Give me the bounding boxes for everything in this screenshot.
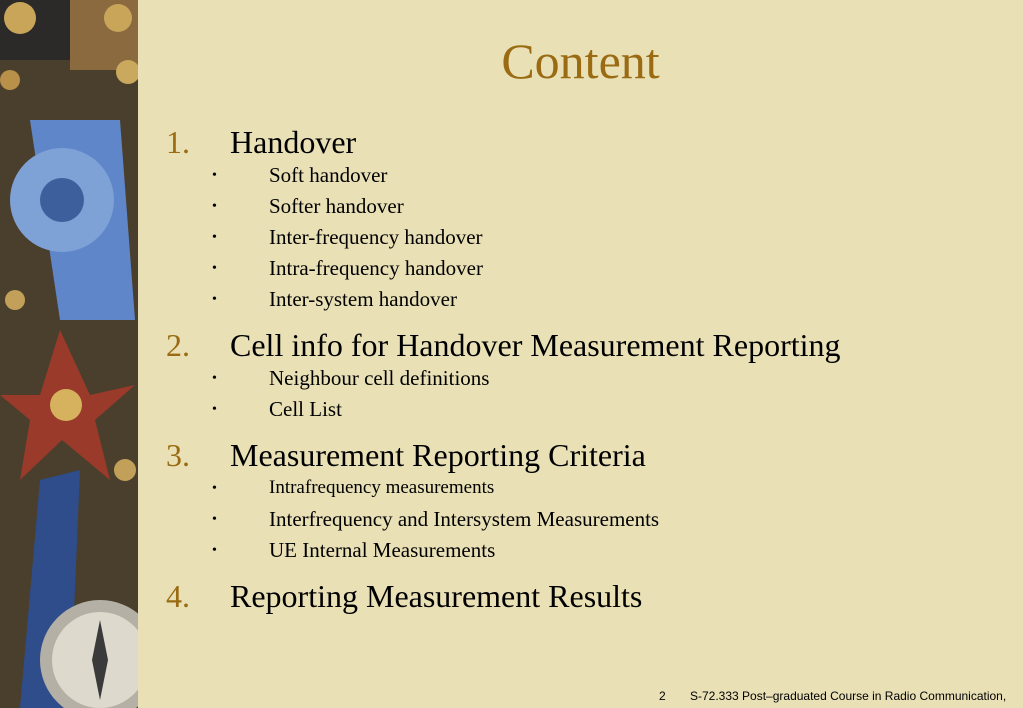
slide-footer xyxy=(640,688,1013,708)
course-name: S-72.333 Post–graduated Course in Radio Communication, xyxy=(690,689,1007,703)
bullet-marker: • xyxy=(212,402,217,417)
section-heading: Measurement Reporting Criteria xyxy=(230,437,646,473)
section-heading: Cell info for Handover Measurement Reporting xyxy=(230,327,841,363)
subitem-text: Intrafrequency measurements xyxy=(269,477,495,498)
section-number: 3. xyxy=(166,437,190,473)
bullet-marker: • xyxy=(212,292,217,307)
subitem-text: Softer handover xyxy=(269,194,404,218)
bullet-marker: • xyxy=(212,543,217,558)
section-spacer xyxy=(166,568,1006,576)
section-spacer xyxy=(166,317,1006,325)
subitem-text: Intra-frequency handover xyxy=(269,256,483,280)
bullet-marker: • xyxy=(212,371,217,386)
subitem-text: Inter-frequency handover xyxy=(269,225,483,249)
outline-subitem xyxy=(166,396,1006,427)
section-heading: Handover xyxy=(230,124,357,160)
outline-subitem xyxy=(166,255,1006,286)
outline-subitem xyxy=(166,537,1006,568)
outline-subitem xyxy=(166,193,1006,224)
outline-section xyxy=(166,325,1006,365)
bullet-marker: • xyxy=(212,481,217,496)
outline-subitem xyxy=(166,224,1006,255)
outline-subitem xyxy=(166,475,1006,506)
subitem-text: Inter-system handover xyxy=(269,287,457,311)
outline-section xyxy=(166,435,1006,475)
outline-subitem xyxy=(166,286,1006,317)
slide-title: Content xyxy=(501,33,660,89)
section-spacer xyxy=(166,427,1006,435)
subitem-text: Cell List xyxy=(269,397,342,421)
section-heading: Reporting Measurement Results xyxy=(230,578,643,614)
outline-section xyxy=(166,122,1006,162)
section-number: 4. xyxy=(166,578,190,614)
section-number: 2. xyxy=(166,327,190,363)
decorative-medal-image xyxy=(0,0,138,708)
outline-subitem xyxy=(166,365,1006,396)
bullet-marker: • xyxy=(212,168,217,183)
subitem-text: Interfrequency and Intersystem Measurements xyxy=(269,507,660,531)
section-number: 1. xyxy=(166,124,190,160)
bullet-marker: • xyxy=(212,261,217,276)
bullet-marker: • xyxy=(212,230,217,245)
page-number: 2 xyxy=(659,689,666,703)
bullet-marker: • xyxy=(212,199,217,214)
subitem-text: Soft handover xyxy=(269,163,388,187)
outline-subitem xyxy=(166,162,1006,193)
outline-subitem xyxy=(166,506,1006,537)
bullet-marker: • xyxy=(212,512,217,527)
content-outline xyxy=(166,122,1006,616)
subitem-text: Neighbour cell definitions xyxy=(269,366,490,390)
outline-section xyxy=(166,576,1006,616)
subitem-text: UE Internal Measurements xyxy=(269,538,496,562)
